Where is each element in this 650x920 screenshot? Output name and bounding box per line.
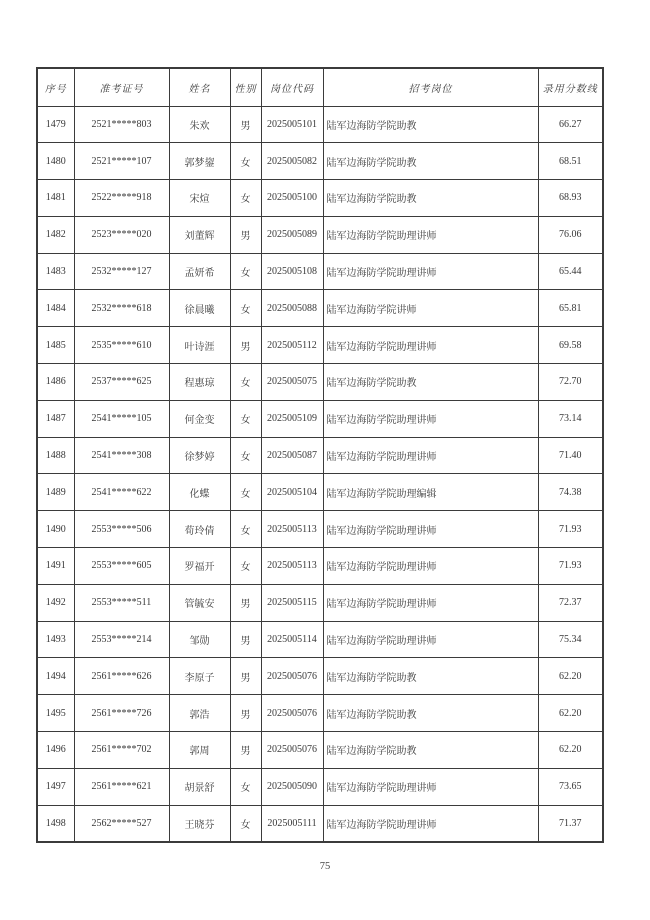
cell-position-code: 2025005100 [261, 180, 323, 217]
table-row [37, 364, 603, 401]
cell-name: 李原子 [169, 658, 230, 695]
cell-position: 陆军边海防学院助理讲师 [323, 216, 538, 253]
cell-score-line: 65.44 [538, 253, 603, 290]
header-gender: 性别 [230, 68, 261, 106]
table-row [37, 143, 603, 180]
cell-gender: 女 [230, 400, 261, 437]
cell-score-line: 68.51 [538, 143, 603, 180]
header-name: 姓名 [169, 68, 230, 106]
cell-position-code: 2025005111 [261, 805, 323, 842]
cell-gender: 男 [230, 658, 261, 695]
cell-position: 陆军边海防学院助理讲师 [323, 548, 538, 585]
cell-gender: 男 [230, 621, 261, 658]
cell-position: 陆军边海防学院助教 [323, 143, 538, 180]
cell-position-code: 2025005076 [261, 732, 323, 769]
cell-row-index: 1495 [37, 695, 74, 732]
cell-row-index: 1487 [37, 400, 74, 437]
cell-name: 管毓安 [169, 584, 230, 621]
cell-ticket-number: 2522*****918 [74, 180, 169, 217]
cell-gender: 女 [230, 768, 261, 805]
cell-row-index: 1482 [37, 216, 74, 253]
cell-position: 陆军边海防学院助理讲师 [323, 253, 538, 290]
table-row [37, 658, 603, 695]
cell-score-line: 65.81 [538, 290, 603, 327]
cell-row-index: 1497 [37, 768, 74, 805]
table-row [37, 768, 603, 805]
cell-score-line: 68.93 [538, 180, 603, 217]
cell-row-index: 1491 [37, 548, 74, 585]
cell-position-code: 2025005109 [261, 400, 323, 437]
cell-score-line: 62.20 [538, 695, 603, 732]
cell-position: 陆军边海防学院助理讲师 [323, 584, 538, 621]
cell-score-line: 73.14 [538, 400, 603, 437]
cell-position: 陆军边海防学院助教 [323, 364, 538, 401]
cell-position-code: 2025005101 [261, 106, 323, 143]
header-position-code: 岗位代码 [261, 68, 323, 106]
cell-name: 王晓芬 [169, 805, 230, 842]
cell-position: 陆军边海防学院助理讲师 [323, 768, 538, 805]
cell-gender: 女 [230, 548, 261, 585]
cell-position: 陆军边海防学院助理讲师 [323, 511, 538, 548]
cell-row-index: 1480 [37, 143, 74, 180]
cell-row-index: 1485 [37, 327, 74, 364]
cell-score-line: 71.93 [538, 511, 603, 548]
table-row [37, 180, 603, 217]
cell-position-code: 2025005112 [261, 327, 323, 364]
cell-ticket-number: 2553*****605 [74, 548, 169, 585]
table-row [37, 400, 603, 437]
cell-ticket-number: 2535*****610 [74, 327, 169, 364]
cell-ticket-number: 2521*****107 [74, 143, 169, 180]
cell-ticket-number: 2541*****622 [74, 474, 169, 511]
cell-name: 叶诗涯 [169, 327, 230, 364]
cell-name: 孟妍希 [169, 253, 230, 290]
cell-ticket-number: 2561*****726 [74, 695, 169, 732]
cell-position: 陆军边海防学院助理编辑 [323, 474, 538, 511]
cell-position: 陆军边海防学院助理讲师 [323, 400, 538, 437]
cell-score-line: 72.37 [538, 584, 603, 621]
cell-row-index: 1492 [37, 584, 74, 621]
header-score-line: 录用分数线 [538, 68, 603, 106]
cell-name: 罗福开 [169, 548, 230, 585]
cell-score-line: 62.20 [538, 732, 603, 769]
cell-position-code: 2025005108 [261, 253, 323, 290]
cell-gender: 男 [230, 695, 261, 732]
cell-ticket-number: 2523*****020 [74, 216, 169, 253]
cell-score-line: 71.37 [538, 805, 603, 842]
cell-gender: 女 [230, 253, 261, 290]
cell-name: 刘董辉 [169, 216, 230, 253]
cell-position-code: 2025005090 [261, 768, 323, 805]
cell-gender: 女 [230, 143, 261, 180]
cell-position: 陆军边海防学院助教 [323, 180, 538, 217]
cell-name: 化蝶 [169, 474, 230, 511]
cell-gender: 女 [230, 364, 261, 401]
cell-score-line: 62.20 [538, 658, 603, 695]
cell-position: 陆军边海防学院助教 [323, 732, 538, 769]
cell-ticket-number: 2541*****308 [74, 437, 169, 474]
cell-position: 陆军边海防学院助教 [323, 658, 538, 695]
cell-position-code: 2025005075 [261, 364, 323, 401]
cell-ticket-number: 2532*****618 [74, 290, 169, 327]
cell-position: 陆军边海防学院助理讲师 [323, 437, 538, 474]
table-row [37, 106, 603, 143]
cell-score-line: 71.93 [538, 548, 603, 585]
cell-score-line: 66.27 [538, 106, 603, 143]
cell-name: 宋煊 [169, 180, 230, 217]
cell-ticket-number: 2561*****626 [74, 658, 169, 695]
table-row [37, 327, 603, 364]
cell-position: 陆军边海防学院助教 [323, 106, 538, 143]
cell-score-line: 76.06 [538, 216, 603, 253]
cell-row-index: 1494 [37, 658, 74, 695]
header-position: 招考岗位 [323, 68, 538, 106]
cell-row-index: 1479 [37, 106, 74, 143]
table-header-row [37, 68, 603, 106]
cell-row-index: 1493 [37, 621, 74, 658]
cell-position-code: 2025005113 [261, 511, 323, 548]
cell-score-line: 69.58 [538, 327, 603, 364]
table-row [37, 732, 603, 769]
cell-position: 陆军边海防学院助理讲师 [323, 805, 538, 842]
cell-row-index: 1498 [37, 805, 74, 842]
cell-name: 何金变 [169, 400, 230, 437]
table-row [37, 805, 603, 842]
cell-name: 徐晨曦 [169, 290, 230, 327]
cell-ticket-number: 2562*****527 [74, 805, 169, 842]
cell-gender: 女 [230, 511, 261, 548]
table-row [37, 216, 603, 253]
cell-position-code: 2025005114 [261, 621, 323, 658]
cell-gender: 女 [230, 474, 261, 511]
cell-row-index: 1481 [37, 180, 74, 217]
cell-gender: 女 [230, 180, 261, 217]
cell-score-line: 72.70 [538, 364, 603, 401]
cell-position-code: 2025005115 [261, 584, 323, 621]
cell-position-code: 2025005089 [261, 216, 323, 253]
page-number: 75 [319, 861, 331, 872]
cell-ticket-number: 2553*****214 [74, 621, 169, 658]
cell-name: 郭浩 [169, 695, 230, 732]
cell-position-code: 2025005076 [261, 658, 323, 695]
cell-position: 陆军边海防学院讲师 [323, 290, 538, 327]
cell-position: 陆军边海防学院助教 [323, 695, 538, 732]
table-row [37, 621, 603, 658]
table-row [37, 695, 603, 732]
cell-ticket-number: 2561*****621 [74, 768, 169, 805]
table-row [37, 584, 603, 621]
cell-row-index: 1484 [37, 290, 74, 327]
table-row [37, 253, 603, 290]
cell-position-code: 2025005076 [261, 695, 323, 732]
cell-gender: 女 [230, 805, 261, 842]
cell-score-line: 74.38 [538, 474, 603, 511]
cell-name: 郭周 [169, 732, 230, 769]
cell-name: 胡景舒 [169, 768, 230, 805]
table-body [37, 106, 603, 842]
cell-name: 邹勋 [169, 621, 230, 658]
cell-row-index: 1489 [37, 474, 74, 511]
cell-gender: 男 [230, 584, 261, 621]
cell-position-code: 2025005113 [261, 548, 323, 585]
cell-ticket-number: 2537*****625 [74, 364, 169, 401]
cell-row-index: 1490 [37, 511, 74, 548]
cell-position-code: 2025005082 [261, 143, 323, 180]
cell-ticket-number: 2553*****511 [74, 584, 169, 621]
cell-row-index: 1486 [37, 364, 74, 401]
cell-row-index: 1483 [37, 253, 74, 290]
cell-name: 荀玲倩 [169, 511, 230, 548]
table-row [37, 511, 603, 548]
header-row-index: 序号 [37, 68, 74, 106]
table-row [37, 474, 603, 511]
recruitment-score-table [36, 67, 604, 843]
cell-gender: 男 [230, 106, 261, 143]
cell-gender: 女 [230, 290, 261, 327]
cell-ticket-number: 2553*****506 [74, 511, 169, 548]
cell-position-code: 2025005088 [261, 290, 323, 327]
cell-name: 朱欢 [169, 106, 230, 143]
cell-row-index: 1488 [37, 437, 74, 474]
cell-gender: 男 [230, 327, 261, 364]
cell-gender: 男 [230, 732, 261, 769]
cell-ticket-number: 2561*****702 [74, 732, 169, 769]
table-row [37, 548, 603, 585]
header-ticket-number: 准考证号 [74, 68, 169, 106]
cell-position-code: 2025005087 [261, 437, 323, 474]
cell-ticket-number: 2532*****127 [74, 253, 169, 290]
cell-name: 程惠琼 [169, 364, 230, 401]
cell-row-index: 1496 [37, 732, 74, 769]
cell-score-line: 75.34 [538, 621, 603, 658]
cell-score-line: 73.65 [538, 768, 603, 805]
cell-ticket-number: 2521*****803 [74, 106, 169, 143]
table-row [37, 437, 603, 474]
cell-position-code: 2025005104 [261, 474, 323, 511]
cell-score-line: 71.40 [538, 437, 603, 474]
table-row [37, 290, 603, 327]
cell-name: 徐梦婷 [169, 437, 230, 474]
cell-ticket-number: 2541*****105 [74, 400, 169, 437]
cell-gender: 男 [230, 216, 261, 253]
cell-gender: 女 [230, 437, 261, 474]
cell-name: 郭梦鋆 [169, 143, 230, 180]
cell-position: 陆军边海防学院助理讲师 [323, 621, 538, 658]
cell-position: 陆军边海防学院助理讲师 [323, 327, 538, 364]
